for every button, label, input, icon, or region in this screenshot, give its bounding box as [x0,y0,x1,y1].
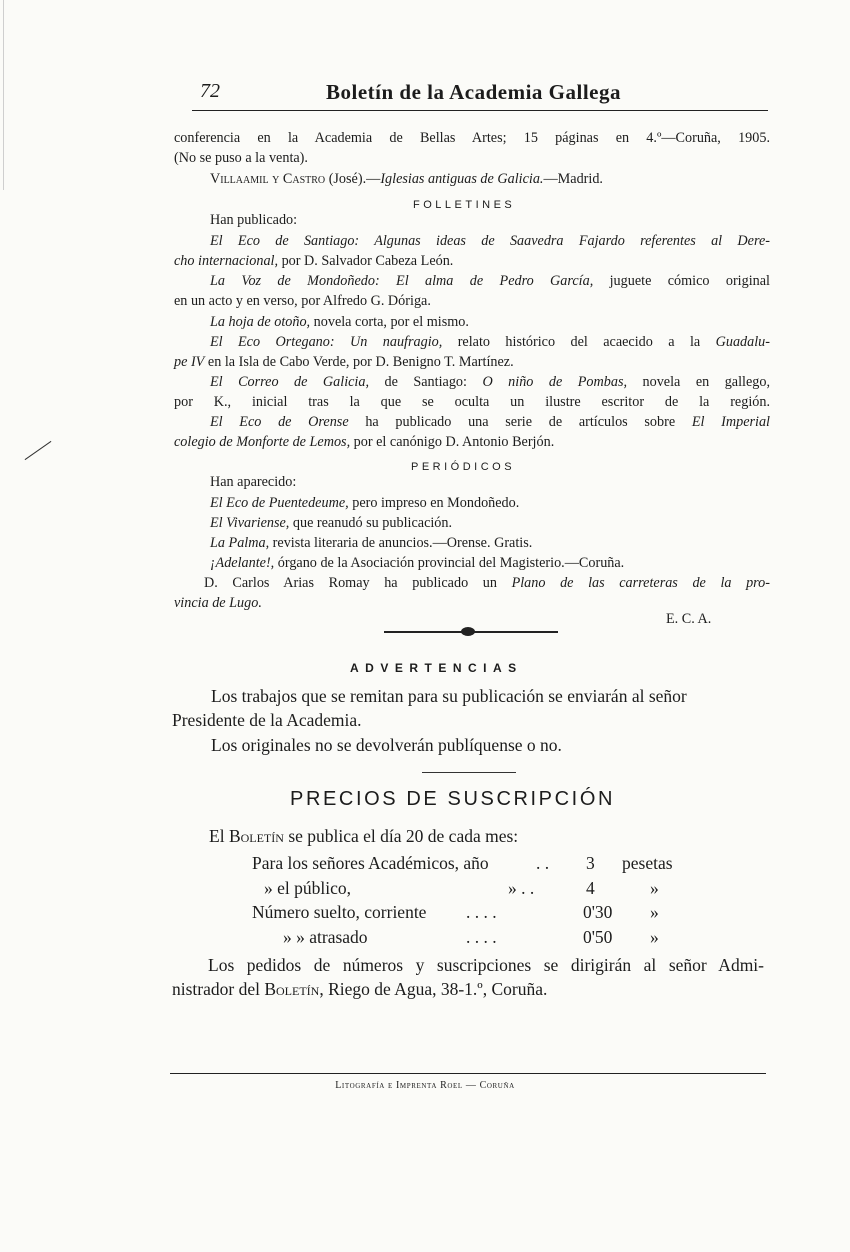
imprint: Litografía e Imprenta Roel — Coruña [335,1080,515,1091]
entry-line: La Palma, revista literaria de anuncios.—Orense. Gratis. [210,535,533,551]
signature: E. C. A. [666,611,712,627]
notice-line: Los trabajos que se remitan para su publicación se enviarán al señor [211,686,687,706]
price-row-unit: » [650,878,659,898]
price-row-label: Para los señores Académicos, año [252,853,489,873]
price-row-value: 0'50 [583,927,613,947]
section-heading-folletines: FOLLETINES [413,199,516,211]
section-heading-periodicos: PERIÓDICOS [411,461,516,473]
price-row-label: Número suelto, corriente [252,902,427,922]
page-edge-shadow [3,0,4,190]
ornament-center [461,627,475,636]
price-row-value: 3 [586,853,595,873]
section-intro: Han aparecido: [210,474,297,490]
price-row-unit: pesetas [622,853,673,873]
text-line: (No se puso a la venta). [174,150,308,166]
pedidos-line: Los pedidos de números y suscripciones se dirigirán al señor Admi- [208,955,764,975]
running-title: Boletín de la Academia Gallega [326,80,621,104]
price-row-label: » » atrasado [283,927,368,947]
section-intro: Han publicado: [210,212,298,228]
entry-line: El Eco de Santiago: Algunas ideas de Saavedra Fajardo referentes al Dere- [210,233,770,249]
entry-line: El Correo de Galicia, de Santiago: O niño de Pombas, novela en gallego, [210,374,770,390]
entry-line: por K., inicial tras la que se oculta un ilustre escritor de la región. [174,394,770,410]
price-row-value: 0'30 [583,902,613,922]
entry-line: La hoja de otoño, novela corta, por el mismo. [210,314,469,330]
price-row-label: » el público, [264,878,351,898]
notice-line: Los originales no se devolverán publíquense o no. [211,735,562,755]
entry-line: vincia de Lugo. [174,595,262,611]
entry-line: en un acto y en verso, por Alfredo G. Dóriga. [174,293,431,309]
entry-line: El Eco de Puentedeume, pero impreso en Mondoñedo. [210,495,520,511]
entry-line: cho internacional, por D. Salvador Cabeza León. [174,253,454,269]
notice-line: Presidente de la Academia. [172,710,362,730]
precios-intro: El Boletín se publica el día 20 de cada mes: [209,826,519,846]
price-row-dots: . . . . [466,902,497,922]
entry-line: colegio de Monforte de Lemos, por el canónigo D. Antonio Berjón. [174,434,555,450]
section-heading-precios: PRECIOS DE SUSCRIPCIÓN [290,788,616,810]
text-line: conferencia en la Academia de Bellas Artes; 15 páginas en 4.º—Coruña, 1905. [174,130,770,146]
price-row-value: 4 [586,878,595,898]
bibliography-entry: Villaamil y Castro (José).—Iglesias antiguas de Galicia.—Madrid. [210,171,603,187]
divider-rule [422,772,516,773]
pedidos-line: nistrador del Boletín, Riego de Agua, 38-1.º, Coruña. [172,979,548,999]
entry-line: ¡Adelante!, órgano de la Asociación provincial del Magisterio.—Coruña. [210,555,625,571]
margin-pencil-mark [25,441,52,460]
price-row-dots: » . . [508,878,535,898]
entry-line: D. Carlos Arias Romay ha publicado un Plano de las carreteras de la pro- [204,575,770,591]
entry-line: El Eco de Orense ha publicado una serie de artículos sobre El Imperial [210,414,770,430]
page-number: 72 [200,80,220,102]
entry-line: El Vivariense, que reanudó su publicación. [210,515,453,531]
price-row-dots: . . . . [466,927,497,947]
header-rule [192,110,768,111]
section-heading-advertencias: ADVERTENCIAS [350,661,523,675]
price-row-unit: » [650,927,659,947]
entry-line: El Eco Orteganо: Un naufragio, relato histórico del acaecido a la Guadalu- [210,334,770,350]
entry-line: La Voz de Mondoñedo: El alma de Pedro García, juguete cómico original [210,273,770,289]
price-row-dots: . . [536,853,550,873]
price-row-unit: » [650,902,659,922]
entry-line: pe IV en la Isla de Cabo Verde, por D. Benigno T. Martínez. [174,354,514,370]
footer-rule [170,1073,766,1074]
